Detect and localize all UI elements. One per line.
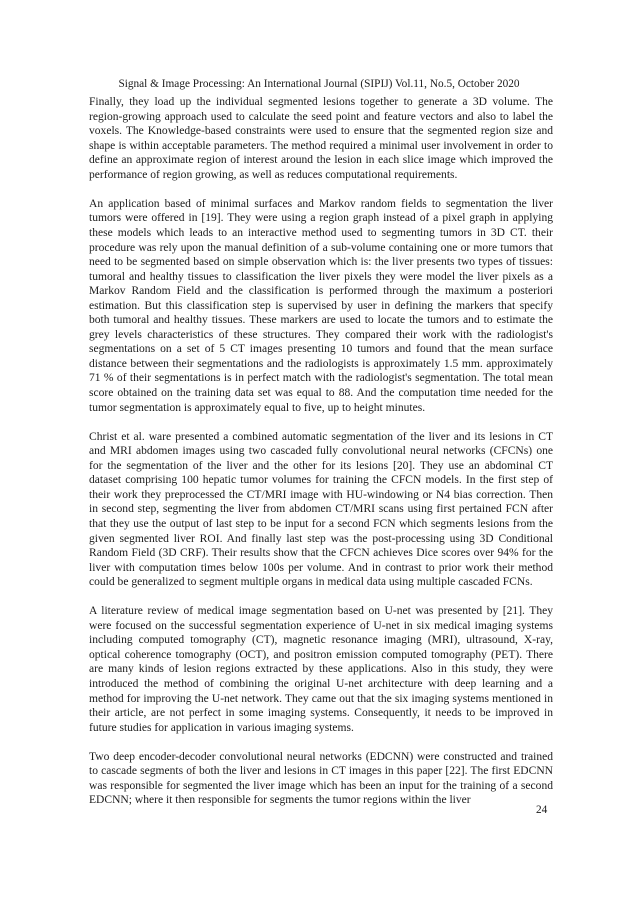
paragraph-cascaded-fcn: Christ et al. ware presented a combined automatic segmentation of the liver and its lesions in CT and MRI abdomen images using two cascaded fully convolutional neural networks (CFCNs) one for the segmentation of the liver and the other for its lesions [20]. They use an abdominal CT dataset comprising 100 hepatic tumor volumes for training the CFCN models. In the first step of their work they preprocessed the CT/MRI image with HU-windowing or N4 bias correction. Then in second step, segmenting the liver from abdomen CT/MRI scans using first pertained FCN after that they use the output of last step to be input for a second FCN which segments lesions from the given segmented liver ROI. And finally last step was the post-processing using 3D Conditional Random Field (3D CRF). Their results show that the CFCN achieves Dice scores over 94% for the liver with computation times below 100s per volume. And in contrast to prior work their method could be generalized to segment multiple organs in medical data using multiple cascaded FCNs. xyxy=(89,430,553,589)
paragraph-markov-random-fields: An application based of minimal surfaces and Markov random fields to segmentation the liver tumors were offered in [19]. They were using a region graph instead of a pixel graph in applying these models which leads to an interactive method used to segmenting tumors in 3D CT. their procedure was rely upon the manual definition of a sub-volume containing one or more tumors that need to be segmented based on simple observation which is: the liver presents two types of tissues: tumoral and healthy tissues to classification the liver pixels they were model the liver pixels as a Markov Random Field and the classification is performed through the maximum a posteriori estimation. But this classification step is supervised by user in defining the markers that specify both tumoral and healthy tissues. These markers are used to locate the tumors and to estimate the grey levels characteristics of these structures. They compared their work with the radiologist's segmentations on a set of 5 CT images presenting 10 tumors and found that the mean surface distance between their segmentations and the radiologists is approximately 1.5 mm. approximately 71 % of their segmentations is in perfect match with the radiologist's segmentation. The total mean score obtained on the training data set was equal to 88. And the computation time needed for the tumor segmentation is approximately equal to five, up to height minutes. xyxy=(89,197,553,414)
paragraph-region-growing: Finally, they load up the individual segmented lesions together to generate a 3D volume. The region-growing approach used to calculate the seed point and feature vectors and also to label the voxels. The Knowledge-based constraints were used to ensure that the segmented region size and shape is within acceptable parameters. The method required a minimal user involvement in order to define an approximate region of interest around the lesion in each slice image which improved the performance of region growing, as well as reduces computational requirements. xyxy=(89,96,553,181)
paragraph-unet-review: A literature review of medical image segmentation based on U-net was presented by [21]. They were focused on the successful segmentation experience of U-net in six medical imaging systems including computed tomography (CT), magnetic resonance imaging (MRI), ultrasound, X-ray, optical coherence tomography (OCT), and positron emission computed tomography (PET). There are many kinds of lesion regions extracted by these applications. Also in this study, they were introduced the method of combining the original U-net architecture with deep learning and a method for improving the U-net network. They came out that the six imaging systems mentioned in their article, are not perfect in some imaging systems. Consequently, it needs to be improved in future studies for application in various imaging systems. xyxy=(89,605,553,734)
page-number: 24 xyxy=(536,804,548,816)
body-text xyxy=(89,95,553,823)
running-header: Signal & Image Processing: An International Journal (SIPIJ) Vol.11, No.5, October 2020 xyxy=(118,78,520,90)
paragraph-edcnn: Two deep encoder-decoder convolutional neural networks (EDCNN) were constructed and trained to cascade segments of both the liver and lesions in CT images in this paper [22]. The first EDCNN was responsible for segmented the liver image which has been an input for the training of a second EDCNN; where it then responsible for segments the tumor regions within the liver xyxy=(89,750,553,807)
